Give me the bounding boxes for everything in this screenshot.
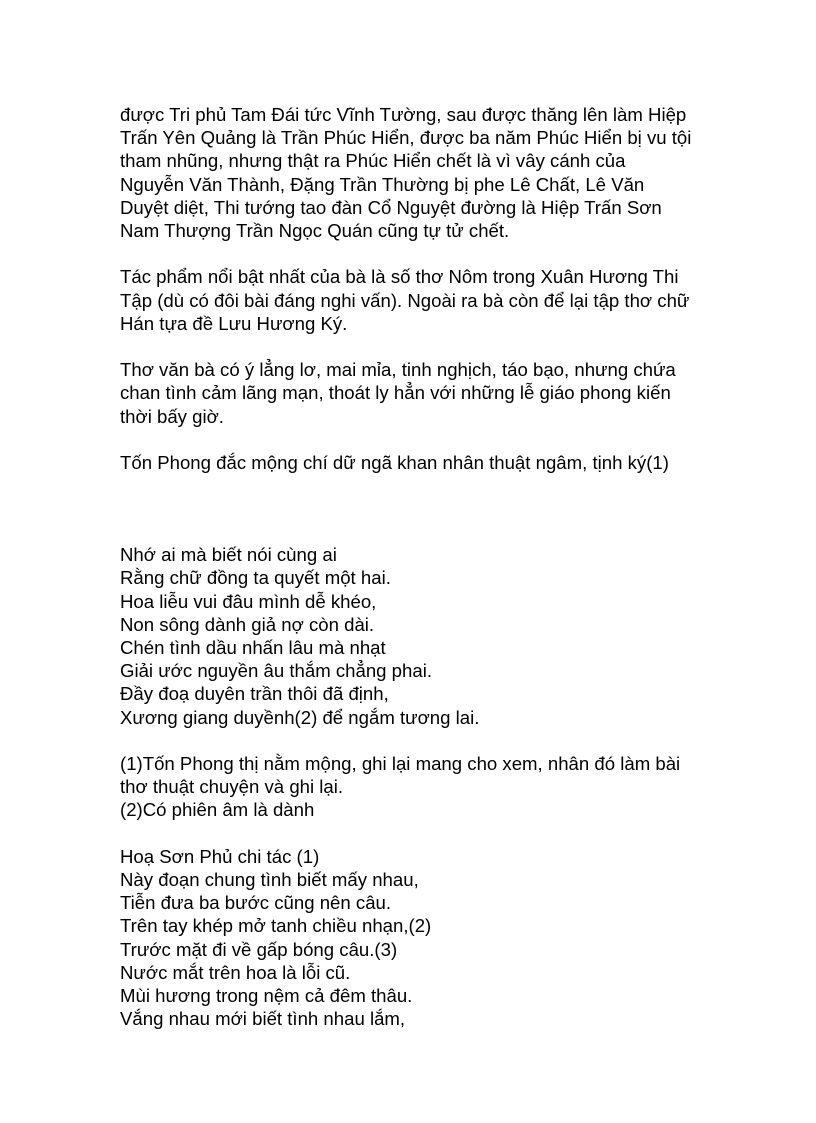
poem-line: Non sông dành giả nợ còn dài. — [120, 613, 375, 635]
intro-paragraph — [120, 103, 720, 242]
poem1-body — [120, 543, 720, 729]
document-page — [120, 103, 720, 1030]
poem-title: Tốn Phong đắc mộng chí dữ ngã khan nhân thuật ngâm, tịnh ký(1) — [120, 452, 669, 473]
poem-line: Hoa liễu vui đâu mình dễ khéo, — [120, 590, 377, 612]
poem-line: Trên tay khép mở tanh chiều nhạn,(2) — [120, 915, 432, 937]
text-line: chan tình cảm lãng mạn, thoát ly hẳn với những lễ giáo phong kiến — [120, 382, 671, 404]
poem-line: Trước mặt đi về gấp bóng câu.(3) — [120, 938, 398, 960]
text-line: được Tri phủ Tam Đái tức Vĩnh Tường, sau được thăng lên làm Hiệp — [120, 104, 687, 125]
poem-line: Này đoạn chung tình biết mấy nhau, — [120, 869, 419, 891]
works-paragraph — [120, 265, 720, 335]
text-line: Thơ văn bà có ý lẳng lơ, mai mỉa, tinh nghịch, táo bạo, nhưng chứa — [120, 359, 676, 381]
text-line: Nguyễn Văn Thành, Đặng Trần Thường bị phe Lê Chất, Lê Văn — [120, 173, 645, 195]
poem-line: Chén tình dầu nhấn lâu mà nhạt — [120, 637, 386, 659]
footnote-line: thơ thuật chuyện và ghi lại. — [120, 776, 344, 798]
footnote-line: (2)Có phiên âm là dành — [120, 799, 315, 821]
poem-line: Tiễn đưa ba bước cũng nên câu. — [120, 892, 392, 914]
poem-line: Xương giang duyềnh(2) để ngắm tương lai. — [120, 706, 480, 728]
text-line: Tác phẩm nổi bật nhất của bà là số thơ Nôm trong Xuân Hương Thi — [120, 266, 679, 288]
text-line: thời bấy giờ. — [120, 405, 224, 427]
text-line: Hán tựa đề Lưu Hương Ký. — [120, 312, 348, 334]
poem1-notes — [120, 752, 720, 822]
style-paragraph — [120, 358, 720, 428]
poem-line: Nhớ ai mà biết nói cùng ai — [120, 544, 337, 566]
footnote-line: (1)Tốn Phong thị nằm mộng, ghi lại mang cho xem, nhân đó làm bài — [120, 753, 681, 775]
spacer — [120, 428, 720, 451]
spacer — [120, 335, 720, 358]
spacer — [120, 822, 720, 845]
poem-title: Hoạ Sơn Phủ chi tác (1) — [120, 845, 320, 867]
poem-line: Rằng chữ đồng ta quyết một hai. — [120, 567, 391, 589]
spacer — [120, 729, 720, 752]
poem2-body — [120, 845, 720, 1031]
poem-line: Mùi hương trong nệm cả đêm thâu. — [120, 985, 413, 1007]
spacer — [120, 242, 720, 265]
poem-line: Vắng nhau mới biết tình nhau lắm, — [120, 1008, 406, 1030]
text-line: Duyệt diệt, Thi tướng tao đàn Cổ Nguyệt đường là Hiệp Trấn Sơn — [120, 196, 662, 218]
spacer — [120, 474, 720, 543]
text-line: tham nhũng, nhưng thật ra Phúc Hiển chết là vì vây cánh của — [120, 150, 626, 172]
poem-line: Nước mắt trên hoa là lỗi cũ. — [120, 961, 351, 983]
poem-line: Đầy đoạ duyên trần thôi đã định, — [120, 683, 389, 705]
text-line: Trấn Yên Quảng là Trần Phúc Hiển, được ba năm Phúc Hiển bị vu tội — [120, 127, 692, 149]
text-line: Tập (dù có đôi bài đáng nghi vấn). Ngoài ra bà còn để lại tập thơ chữ — [120, 289, 690, 311]
poem-line: Giải ước nguyền âu thắm chẳng phai. — [120, 660, 432, 682]
poem1-title — [120, 451, 720, 474]
text-line: Nam Thượng Trần Ngọc Quán cũng tự tử chết. — [120, 220, 510, 242]
